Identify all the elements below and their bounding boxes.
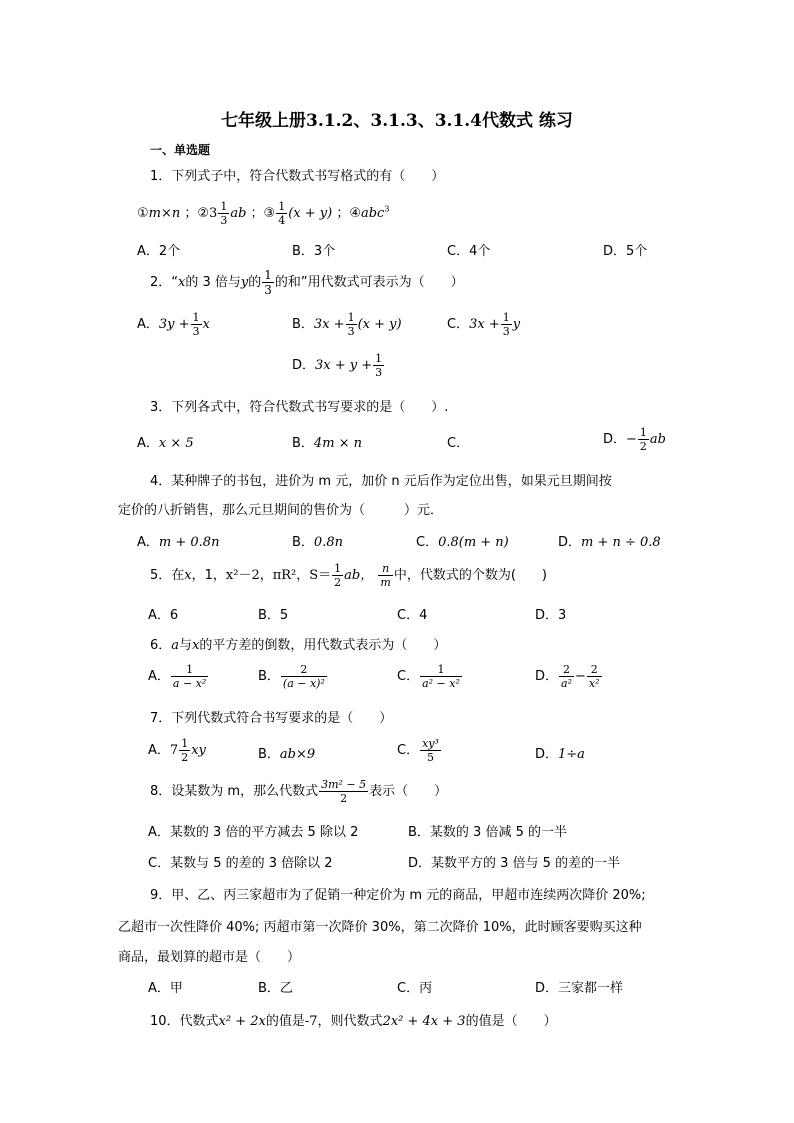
section-heading: 一、单选题 xyxy=(150,143,211,157)
question-3-stem: 3．下列各式中，符合代数式书写要求的是（ ）. xyxy=(150,400,449,415)
question-6-option-a: A． $\frac{1}{\text{a − x²}}$ xyxy=(148,663,207,690)
question-7-stem: 7．下列代数式符合书写要求的是（ ） xyxy=(150,711,393,726)
question-4-stem-line-2: 定价的八折销售，那么元旦期间的售价为（ ）元． xyxy=(118,503,444,518)
question-10-stem: 10．代数式x² + 2x的值是-7，则代数式2x² + 4x + 3的值是（ ） xyxy=(150,1014,557,1029)
question-2-option-a: A．3y + $\frac{1}{3}$ x xyxy=(137,311,210,338)
question-1-option-b: B．3个 xyxy=(292,244,336,259)
question-1-option-d: D．5个 xyxy=(603,244,648,259)
question-4-option-b: B．0.8n xyxy=(292,535,343,550)
question-9-stem-line-1: 9．甲、乙、丙三家超市为了促销一种定价为 m 元的商品，甲超市连续两次降价 20%; xyxy=(150,888,646,903)
question-8-option-d: D．某数平方的 3 倍与 5 的差的一半 xyxy=(408,856,621,871)
question-6-option-b: B． $\frac{2}{\text{(a − x)²}}$ xyxy=(258,663,325,690)
question-7-option-a: A．7 $\frac{1}{2}$ xy xyxy=(148,737,206,764)
question-9-stem-line-2: 乙超市一次性降价 40%; 丙超市第一次降价 30%，第二次降价 10%，此时顾客要购买这种 xyxy=(118,920,642,935)
question-4-option-d: D．m + n ÷ 0.8 xyxy=(558,535,661,550)
question-9-option-a: A．甲 xyxy=(148,981,183,996)
question-3-option-c: C． xyxy=(447,436,470,451)
page-title: 七年级上册3.1.2、3.1.3、3.1.4代数式 练习 xyxy=(221,111,573,131)
question-7-option-d: D．1÷a xyxy=(535,747,585,762)
question-3-option-b: B．4m × n xyxy=(292,436,363,451)
question-5-option-c: C．4 xyxy=(397,608,428,623)
question-3-option-d: D．− $\frac{1}{2}$ ab xyxy=(603,426,666,453)
question-1-option-c: C．4个 xyxy=(447,244,491,259)
question-1-items: ①m×n ；②3 $\frac{1}{3}$ ab ；③ $\frac{1}{4}$ (x + y) ；④abc$^3$ xyxy=(137,200,390,227)
question-5-option-d: D．3 xyxy=(535,608,567,623)
question-2-stem: 2．“x的 3 倍与y的 $\frac{1}{3}$ 的和”用代数式可表示为（ ） xyxy=(150,268,464,297)
question-5-stem: 5．在x，1，x²－2，πR²，S＝ $\frac{1}{2}$ ab， $\frac{n}{m}$ 中，代数式的个数为( ) xyxy=(150,562,547,589)
question-6-stem: 6．a与x的平方差的倒数，用代数式表示为（ ） xyxy=(150,638,447,653)
question-9-stem-line-3: 商品，最划算的超市是（ ） xyxy=(118,950,301,965)
question-8-option-a: A．某数的 3 倍的平方减去 5 除以 2 xyxy=(148,825,359,840)
question-6-option-d: D． $\frac{2}{\text{a²}}$ − $\frac{2}{\text{x²}}$ xyxy=(535,663,600,690)
question-1-stem: 1．下列式子中，符合代数式书写格式的有（ ） xyxy=(150,169,445,184)
question-9-option-b: B．乙 xyxy=(258,981,293,996)
question-5-option-a: A．6 xyxy=(148,608,179,623)
question-6-option-c: C． $\frac{1}{\text{a² − x²}}$ xyxy=(397,663,460,690)
question-4-option-a: A．m + 0.8n xyxy=(137,535,220,550)
question-4-stem-line-1: 4．某种牌子的书包，进价为 m 元，加价 n 元后作为定位出售，如果元旦期间按 xyxy=(150,474,612,489)
question-4-option-c: C．0.8(m + n) xyxy=(416,535,509,550)
question-8-option-c: C．某数与 5 的差的 3 倍除以 2 xyxy=(148,856,333,871)
question-7-option-b: B．ab×9 xyxy=(258,747,316,762)
question-1-option-a: A．2个 xyxy=(137,244,181,259)
question-8-stem: 8．设某数为 m，那么代数式 $\frac{\text{3m² − 5}}{2}$ 表示（ ） xyxy=(150,778,448,805)
question-9-option-c: C．丙 xyxy=(397,981,433,996)
question-8-option-b: B．某数的 3 倍减 5 的一半 xyxy=(408,825,567,840)
question-9-option-d: D．三家都一样 xyxy=(535,981,624,996)
question-2-option-c: C．3x + $\frac{1}{3}$ y xyxy=(447,311,521,338)
question-2-option-d: D．3x + y + $\frac{1}{3}$ xyxy=(292,352,383,379)
question-2-option-b: B．3x + $\frac{1}{3}$ (x + y) xyxy=(292,311,402,338)
question-3-option-a: A．x × 5 xyxy=(137,436,194,451)
question-5-option-b: B．5 xyxy=(258,608,289,623)
question-7-option-c: C． $\frac{\text{xy³}}{5}$ xyxy=(397,737,439,764)
